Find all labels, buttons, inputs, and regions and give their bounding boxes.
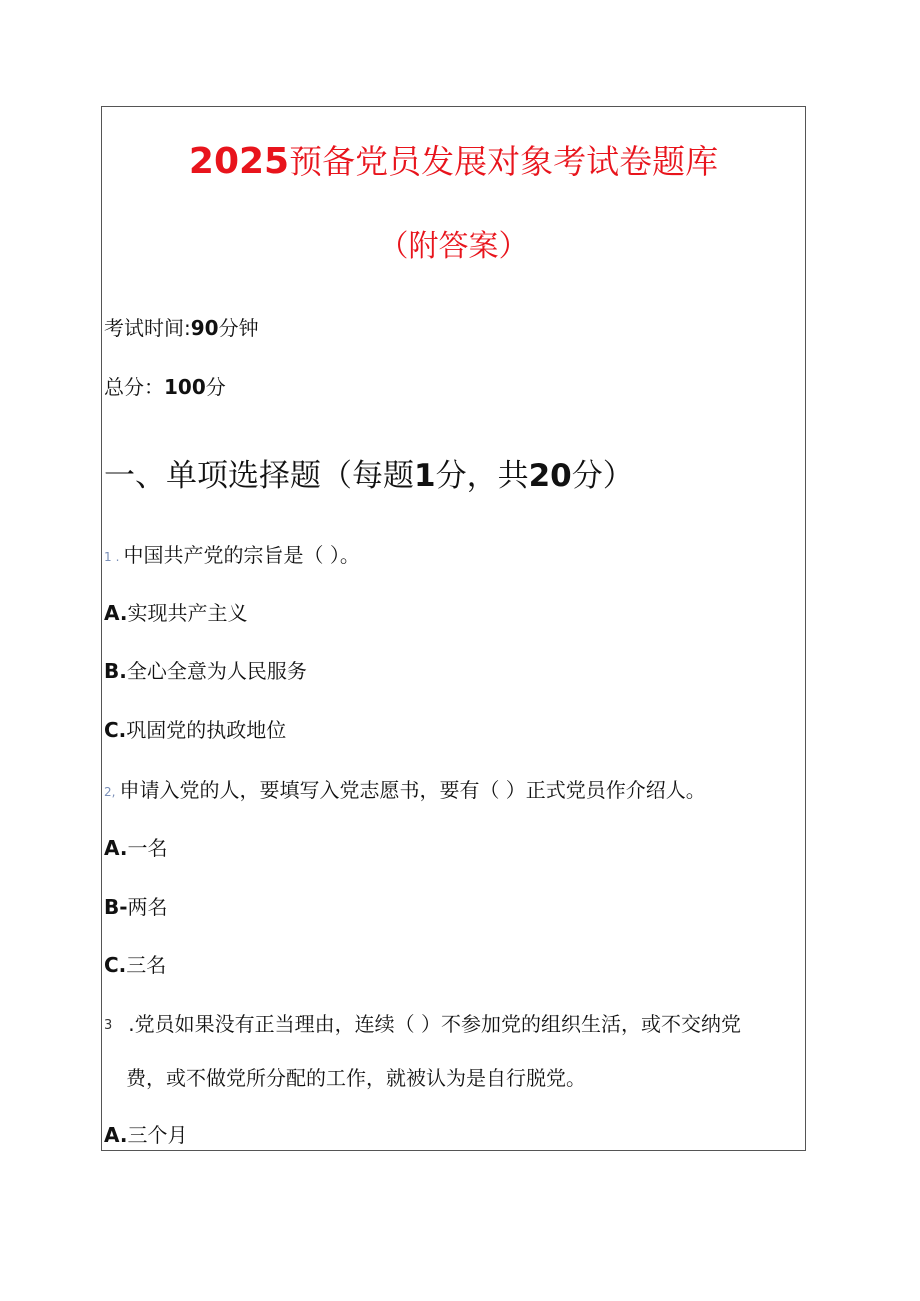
document-subtitle: （附答案）	[378, 229, 529, 264]
question-2-option-b	[104, 893, 168, 921]
question-2	[104, 776, 706, 806]
exam-time	[104, 314, 259, 342]
option-letter: A.	[104, 836, 128, 860]
question-1	[104, 541, 360, 571]
option-letter: B-	[104, 895, 128, 919]
section-total-score: 20	[528, 458, 572, 494]
exam-time-unit: 分钟	[218, 316, 259, 340]
option-text: 实现共产主义	[127, 601, 248, 625]
option-text: 两名	[127, 895, 168, 919]
total-score-unit: 分	[205, 375, 226, 399]
title-main-text: 预备党员发展对象考试卷题库	[289, 142, 719, 181]
question-separator: .	[128, 1012, 135, 1036]
section-per-score: 1	[414, 458, 436, 494]
option-text: 巩固党的执政地位	[126, 718, 287, 742]
total-score-label: 总分：	[104, 375, 164, 399]
title-year: 2025	[188, 141, 290, 182]
question-1-option-b	[104, 657, 307, 685]
option-letter: B.	[104, 659, 127, 683]
exam-time-label: 考试时间:	[104, 316, 191, 340]
option-letter: C.	[104, 718, 127, 742]
option-letter: A.	[104, 601, 128, 625]
option-text: 三个月	[127, 1123, 188, 1147]
question-1-option-a	[104, 599, 247, 627]
question-number: 2,	[104, 784, 116, 799]
section-prefix: 一、单项选择题（每题	[104, 458, 414, 494]
option-text: 全心全意为人民服务	[126, 659, 307, 683]
question-3-continuation: 费，或不做党所分配的工作，就被认为是自行脱党。	[126, 1066, 586, 1090]
document-title	[101, 140, 806, 184]
option-text: 一名	[127, 836, 168, 860]
question-3-option-a	[104, 1121, 187, 1149]
question-3	[104, 1010, 741, 1040]
section-suffix: 分）	[571, 458, 634, 494]
question-1-option-c	[104, 716, 286, 744]
question-text: 党员如果没有正当理由，连续（ ）不参加党的组织生活，或不交纳党	[134, 1012, 741, 1036]
question-2-option-c	[104, 951, 166, 979]
question-separator: .	[115, 549, 120, 564]
total-score-value: 100	[164, 375, 206, 399]
question-text: 申请入党的人，要填写入党志愿书，要有（ ）正式党员作介绍人。	[119, 778, 706, 802]
total-score	[104, 373, 226, 401]
option-letter: C.	[104, 953, 127, 977]
question-number: 3	[104, 1017, 113, 1033]
question-text: 中国共产党的宗旨是（ ）。	[123, 543, 360, 567]
exam-time-value: 90	[190, 316, 219, 340]
question-number: 1	[104, 549, 112, 564]
option-letter: A.	[104, 1123, 128, 1147]
section-mid: 分，共	[435, 458, 529, 494]
question-2-option-a	[104, 834, 167, 862]
section-heading	[104, 456, 634, 496]
option-text: 三名	[126, 953, 167, 977]
